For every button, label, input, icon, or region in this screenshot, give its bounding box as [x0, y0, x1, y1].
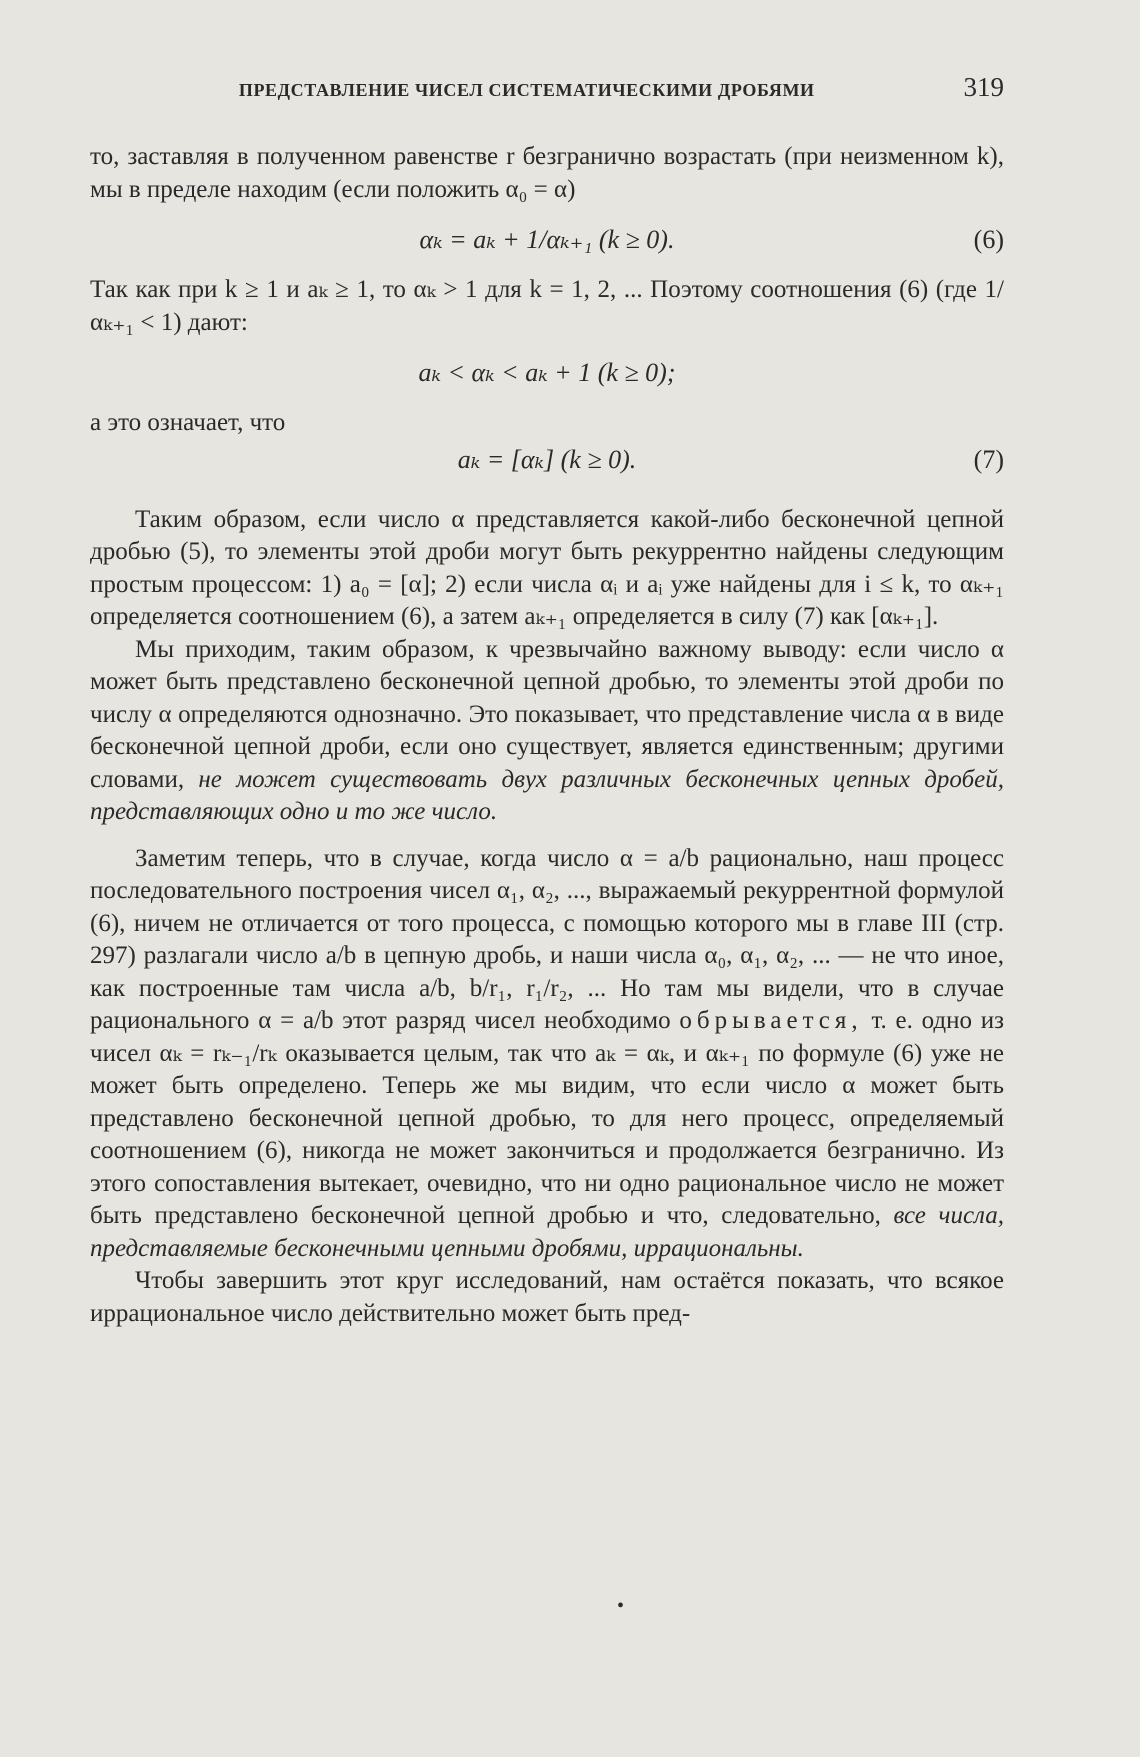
equation-inequality [90, 353, 1004, 393]
paragraph-6-part2: т. е. одно из чисел αₖ = rₖ₋₁/rₖ оказывается целым, так что aₖ = αₖ, и αₖ₊₁ по формуле (6) уже не может быть определено. Теперь же мы видим, что если число α может быть представлено бесконечной цепной дробью, то для него процесс, определяемый соотношением (6), никогда не может закончиться и продолжается безгранично. Из этого сопоставления вытекает, очевидно, что ни одно рациональное число не может быть представлено бесконечной цепной дробью и что, следовательно, [90, 1007, 1005, 1229]
paragraph-1: то, заставляя в полученном равенстве r безгранично возрастать (при неизменном k), мы в пределе находим (если положить α₀ = α) [90, 143, 1004, 203]
equation-6 [90, 220, 1004, 260]
equation-7-formula: aₖ = [αₖ] (k ≥ 0). [457, 444, 637, 474]
equation-7-number: (7) [973, 444, 1004, 474]
paragraph-6-italic: все числа, представляемые бесконечными цепными дробями, иррациональны. [90, 1202, 1004, 1262]
equation-6-number: (6) [973, 225, 1004, 254]
paragraph-7: Чтобы завершить этот круг исследований, нам остаётся показать, что всякое иррациональное число действительно может быть пред- [90, 1267, 1004, 1327]
paragraph-3: а это означает, что [90, 409, 286, 436]
paragraph-2: Так как при k ≥ 1 и aₖ ≥ 1, то αₖ > 1 для k = 1, 2, ... Поэтому соотношения (6) (где 1/αₖ₊₁ < 1) дают: [90, 276, 1004, 336]
running-head [90, 72, 1004, 103]
equation-7 [90, 440, 1004, 480]
paragraph-6 [90, 843, 1004, 1266]
paragraph-6-part1: Заметим теперь, что в случае, когда число α = a/b рационально, наш процесс последовательного построения чисел α₁, α₂, ..., выражаемый рекуррентной формулой (6), ничем не отличается от того процесса, с помощью которого мы в главе III (стр. 297) разлагали число a/b в цепную дробь, и наши числа α₀, α₁, α₂, ... — не что иное, как построенные там числа a/b, b/r₁, r₁/r₂, ... Но там мы видели, что в случае рационального α = a/b этот разряд чисел необходимо [90, 844, 1004, 1034]
paragraph-6-spaced: обрывается, [679, 1007, 863, 1034]
paragraph-5-italic: не может существовать двух различных бесконечных цепных дробей, представляющих одно и то же число. [90, 765, 1005, 825]
running-head-title: ПРЕДСТАВЛЕНИЕ ЧИСЕЛ СИСТЕМАТИЧЕСКИМИ ДРОБЯМИ [238, 80, 815, 100]
paragraph-4: Таким образом, если число α представляется какой-либо бесконечной цепной дробью (5), то элементы этой дроби могут быть рекуррентно найдены следующим простым процессом: 1) a₀ = [α]; 2) если числа αᵢ и aᵢ уже найдены для i ≤ k, то αₖ₊₁ определяется соотношением (6), а затем aₖ₊₁ определяется в силу (7) как [αₖ₊₁]. [90, 505, 1004, 630]
equation-6-formula: αₖ = aₖ + 1/αₖ₊₁ (k ≥ 0). [419, 225, 675, 254]
footer-mark: • [617, 1595, 625, 1617]
paragraph-5 [90, 634, 1004, 829]
paragraph-5-text: Мы приходим, таким образом, к чрезвычайно важному выводу: если число α может быть представлено бесконечной цепной дробью, то элементы этой дроби по числу α определяются однозначно. Это показывает, что представление числа α в виде бесконечной цепной дроби, если оно существует, является единственным; другими словами, [90, 635, 1004, 793]
equation-inequality-formula: aₖ < αₖ < aₖ + 1 (k ≥ 0); [418, 358, 676, 387]
page-number: 319 [963, 72, 1004, 102]
